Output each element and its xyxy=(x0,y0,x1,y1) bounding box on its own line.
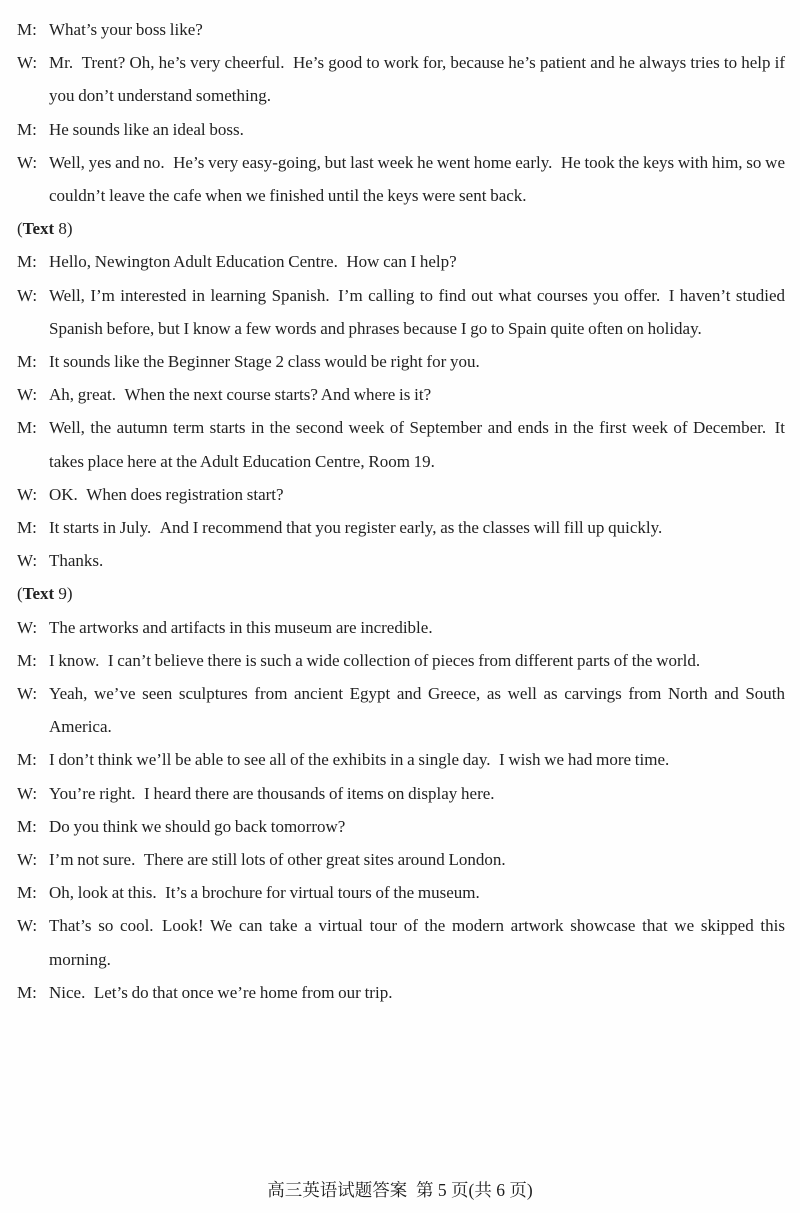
dialogue-text: Well, I’m interested in learning Spanish. I’m calling to find out what courses you offer. I haven’t studied Spanish before, but I know a few words and phrases because I go to Spain quite often on holiday. xyxy=(49,285,785,338)
speaker-label: W: xyxy=(17,53,38,73)
speaker-label: W: xyxy=(17,617,38,637)
dialogue-text: It sounds like the Beginner Stage 2 class would be right for you. xyxy=(49,352,480,372)
dialogue-line xyxy=(17,13,785,46)
speaker-label: M: xyxy=(17,750,37,770)
speaker-label: M: xyxy=(17,650,37,670)
dialogue-text: Nice. Let’s do that once we’re home from our trip. xyxy=(49,982,393,1002)
dialogue-text: Hello, Newington Adult Education Centre. How can I help? xyxy=(49,252,457,272)
dialogue-line xyxy=(17,611,785,644)
dialogue-text: It starts in July. And I recommend that you register early, as the classes will fill up quickly. xyxy=(49,518,663,538)
dialogue-line xyxy=(17,511,785,544)
dialogue-text: Well, the autumn term starts in the second week of September and ends in the first week of December. It takes place here at the Adult Education Centre, Room 19. xyxy=(49,418,785,471)
speaker-label: M: xyxy=(17,418,37,438)
speaker-label: M: xyxy=(17,883,37,903)
dialogue-line xyxy=(17,245,785,278)
dialogue-line xyxy=(17,876,785,909)
dialogue-line xyxy=(17,411,785,477)
dialogue-text: That’s so cool. Look! We can take a virtual tour of the modern artwork showcase that we skipped this morning. xyxy=(49,916,785,969)
speaker-label: W: xyxy=(17,916,38,936)
dialogue-text: The artworks and artifacts in this museum are incredible. xyxy=(49,617,433,637)
dialogue-line xyxy=(17,544,785,577)
speaker-label: W: xyxy=(17,385,38,405)
speaker-label: M: xyxy=(17,20,37,39)
dialogue-text: Well, yes and no. He’s very easy-going, but last week he went home early. He took the keys with him, so we couldn’t leave the cafe when we finished until the keys were sent back. xyxy=(49,152,785,206)
dialogue-line xyxy=(17,113,785,146)
dialogue-line xyxy=(17,909,785,975)
speaker-label: W: xyxy=(17,850,38,870)
dialogue-text: Ah, great. When the next course starts? And where is it? xyxy=(49,385,432,405)
page-footer: 高三英语试题答案 第 5 页(共 6 页) xyxy=(267,1180,533,1200)
dialogue-line xyxy=(17,46,785,112)
speaker-label: W: xyxy=(17,484,38,504)
speaker-label: M: xyxy=(17,982,37,1002)
speaker-label: W: xyxy=(17,152,38,172)
dialogue-line xyxy=(17,478,785,511)
speaker-label: W: xyxy=(17,684,38,704)
dialogue-text: I know. I can’t believe there is such a wide collection of pieces from different parts of the world. xyxy=(49,650,701,670)
dialogue-line xyxy=(17,843,785,876)
speaker-label: W: xyxy=(17,783,38,803)
dialogue-line xyxy=(17,279,785,345)
dialogue-line xyxy=(17,345,785,378)
text-header-bold: Text xyxy=(22,219,55,239)
speaker-label: W: xyxy=(17,551,38,571)
text-section-header: (Text 8) xyxy=(17,219,73,239)
dialogue-text: Yeah, we’ve seen sculptures from ancient Egypt and Greece, as well as carvings from North and South America. xyxy=(49,684,785,737)
dialogue-line xyxy=(17,743,785,776)
text-header-bold: Text xyxy=(22,584,55,604)
speaker-label: M: xyxy=(17,518,37,538)
speaker-label: M: xyxy=(17,252,37,272)
dialogue-text: Oh, look at this. It’s a brochure for virtual tours of the museum. xyxy=(49,883,480,903)
dialogue-text: OK. When does registration start? xyxy=(49,484,284,504)
dialogue-text: Do you think we should go back tomorrow? xyxy=(49,816,346,836)
dialogue-line xyxy=(17,644,785,677)
dialogue-text: He sounds like an ideal boss. xyxy=(49,119,244,139)
speaker-label: M: xyxy=(17,119,37,139)
speaker-label: M: xyxy=(17,816,37,836)
dialogue-text: I don’t think we’ll be able to see all of the exhibits in a single day. I wish we had more time. xyxy=(49,750,670,770)
dialogue-text: I’m not sure. There are still lots of other great sites around London. xyxy=(49,850,506,870)
dialogue-line xyxy=(17,677,785,743)
dialogue-text: Thanks. xyxy=(49,551,104,571)
dialogue-line xyxy=(17,378,785,411)
dialogue-text: What’s your boss like? xyxy=(49,20,203,39)
dialogue-line xyxy=(17,810,785,843)
dialogue-line xyxy=(17,146,785,212)
text-section-header: (Text 9) xyxy=(17,584,73,604)
speaker-label: W: xyxy=(17,285,38,305)
speaker-label: M: xyxy=(17,352,37,372)
dialogue-line xyxy=(17,976,785,1009)
dialogue-text: Mr. Trent? Oh, he’s very cheerful. He’s good to work for, because he’s patient and he always tries to help if you don’t understand something. xyxy=(49,53,785,106)
dialogue-line xyxy=(17,777,785,810)
dialogue-text: You’re right. I heard there are thousands of items on display here. xyxy=(49,783,495,803)
